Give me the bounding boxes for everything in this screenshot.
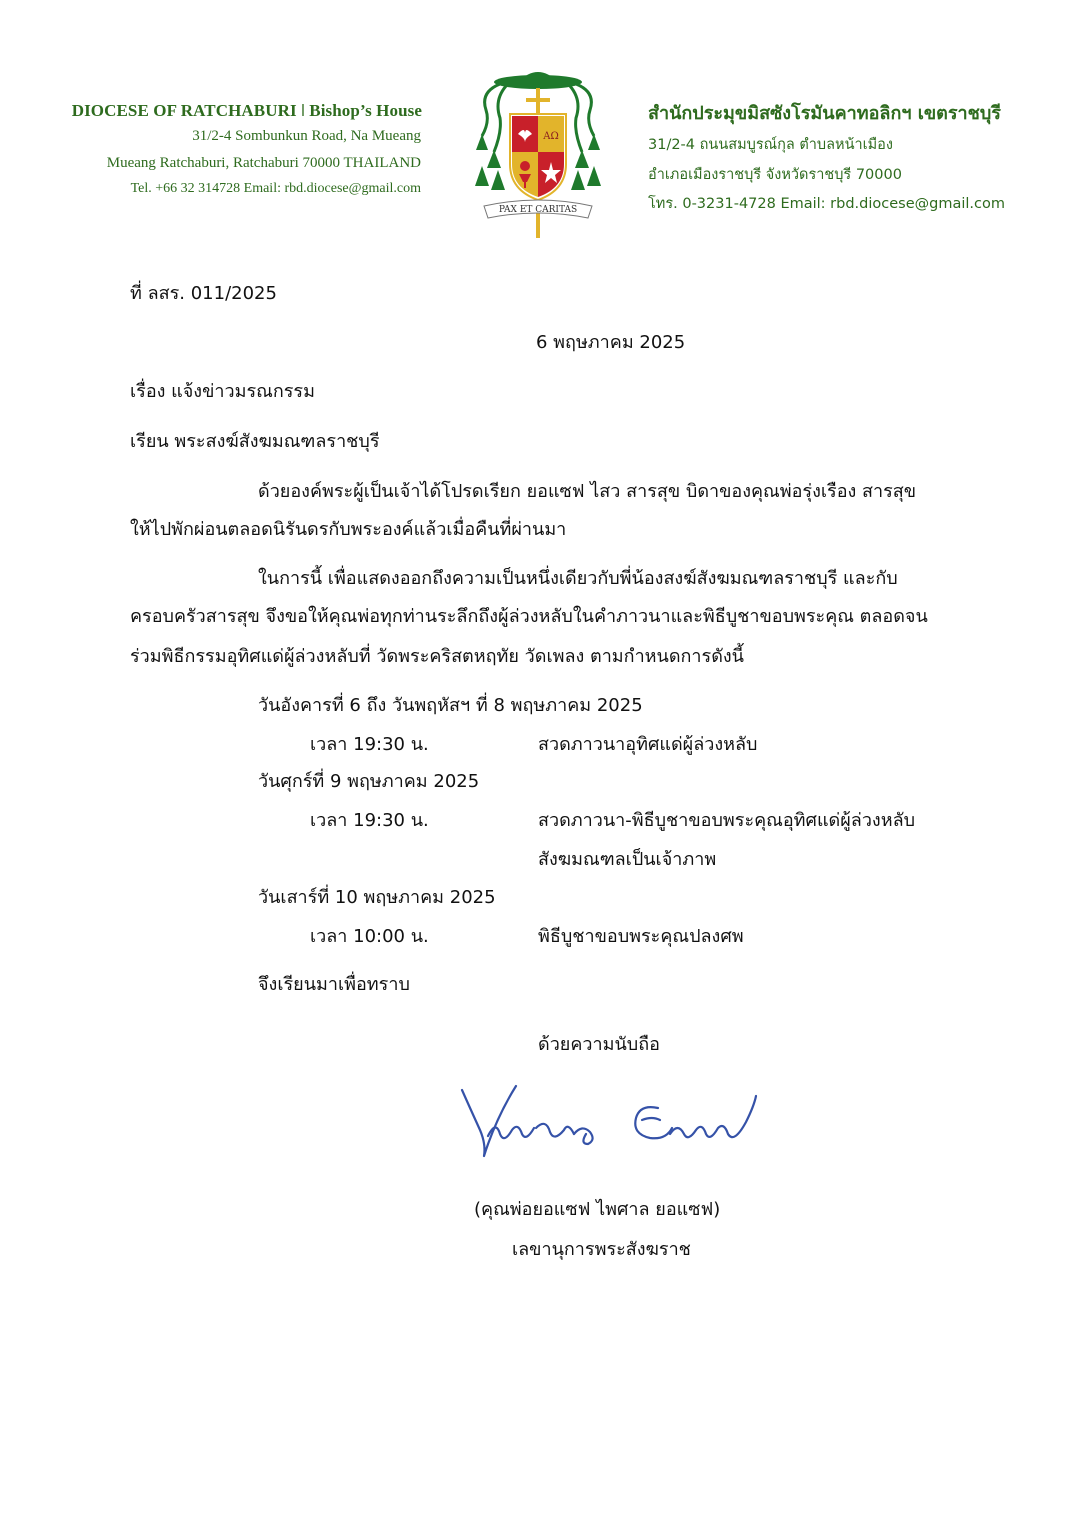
- letterhead-en-contact: Tel. +66 32 314728 Email: rbd.diocese@gmail.com: [130, 181, 421, 196]
- letterhead-th-contact: โทร. 0-3231-4728 Email: rbd.diocese@gmail.com: [648, 196, 1005, 212]
- crest-motto: PAX ET CARITAS: [498, 205, 578, 215]
- letter-date: 6 พฤษภาคม 2025: [536, 332, 686, 353]
- letterhead-th-address-line2: อำเภอเมืองราชบุรี จังหวัดราชบุรี 70000: [648, 167, 902, 183]
- letter-closing: จึงเรียนมาเพื่อทราบ: [258, 974, 410, 995]
- schedule-activity: พิธีบูชาขอบพระคุณปลงศพ: [538, 926, 744, 947]
- schedule-day: วันอังคารที่ 6 ถึง วันพฤหัสฯ ที่ 8 พฤษภาคม 2025: [258, 695, 643, 716]
- signer-title: เลขานุการพระสังฆราช: [512, 1239, 691, 1260]
- paragraph2-line1: ในการนี้ เพื่อแสดงออกถึงความเป็นหนึ่งเดียวกับพี่น้องสงฆ์สังฆมณฑลราชบุรี และกับ: [258, 568, 898, 589]
- schedule-time: เวลา 19:30 น.: [310, 734, 429, 755]
- svg-text:AΩ: AΩ: [543, 131, 559, 142]
- diocese-coat-of-arms: [472, 66, 604, 238]
- coat-of-arms-graphic: [472, 66, 604, 238]
- schedule-day: วันเสาร์ที่ 10 พฤษภาคม 2025: [258, 887, 496, 908]
- letterhead-en-title: DIOCESE OF RATCHABURI ǀ Bishop’s House: [71, 101, 422, 120]
- paragraph1-line2: ให้ไปพักผ่อนตลอดนิรันดรกับพระองค์แล้วเมื่อคืนที่ผ่านมา: [130, 519, 567, 540]
- schedule-day: วันศุกร์ที่ 9 พฤษภาคม 2025: [258, 771, 480, 792]
- schedule-time: เวลา 10:00 น.: [310, 926, 429, 947]
- letter-recipient: เรียน พระสงฆ์สังฆมณฑลราชบุรี: [130, 431, 380, 452]
- signature-graphic: [456, 1078, 766, 1168]
- paragraph2-line2: ครอบครัวสารสุข จึงขอให้คุณพ่อทุกท่านระลึกถึงผู้ล่วงหลับในคำภาวนาและพิธีบูชาขอบพระคุณ ตลอดจน: [130, 606, 928, 627]
- paragraph2-line3: ร่วมพิธีกรรมอุทิศแด่ผู้ล่วงหลับที่ วัดพระคริสตหฤทัย วัดเพลง ตามกำหนดการดังนี้: [130, 646, 744, 667]
- paragraph1-line1: ด้วยองค์พระผู้เป็นเจ้าได้โปรดเรียก ยอแซฟ ไสว สารสุข บิดาของคุณพ่อรุ่งเรือง สารสุข: [258, 481, 917, 502]
- letter-regards: ด้วยความนับถือ: [538, 1034, 660, 1055]
- letterhead-en-address-line1: 31/2-4 Sombunkun Road, Na Mueang: [192, 128, 421, 144]
- letterhead-th-title: สำนักประมุขมิสซังโรมันคาทอลิกฯ เขตราชบุรี: [648, 103, 1001, 124]
- signer-name: (คุณพ่อยอแซฟ ไพศาล ยอแซฟ): [474, 1199, 721, 1220]
- letter-subject: เรื่อง แจ้งข่าวมรณกรรม: [130, 381, 315, 402]
- schedule-activity-host: สังฆมณฑลเป็นเจ้าภาพ: [538, 849, 717, 870]
- letter-reference: ที่ ลสร. 011/2025: [130, 283, 277, 304]
- handwritten-signature: [456, 1078, 766, 1168]
- letterhead-en-address-line2: Mueang Ratchaburi, Ratchaburi 70000 THAILAND: [106, 155, 421, 171]
- schedule-activity: สวดภาวนาอุทิศแด่ผู้ล่วงหลับ: [538, 734, 758, 755]
- schedule-time: เวลา 19:30 น.: [310, 810, 429, 831]
- letterhead-th-address-line1: 31/2-4 ถนนสมบูรณ์กุล ตำบลหน้าเมือง: [648, 137, 893, 153]
- schedule-activity: สวดภาวนา-พิธีบูชาขอบพระคุณอุทิศแด่ผู้ล่วงหลับ: [538, 810, 916, 831]
